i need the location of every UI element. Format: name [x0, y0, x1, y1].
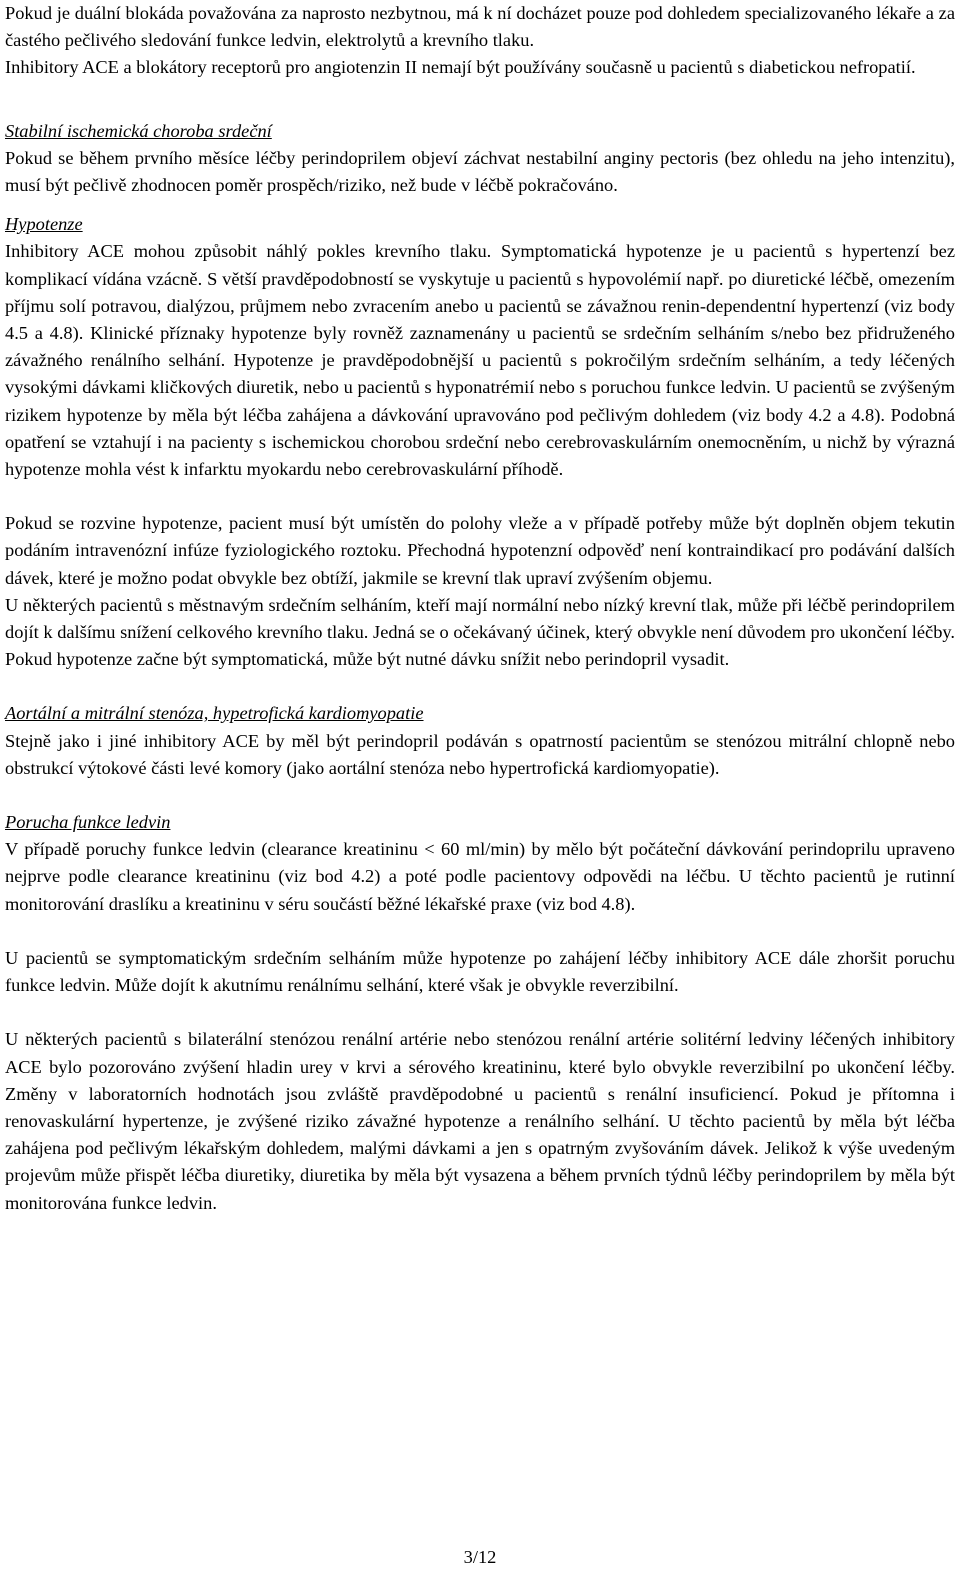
- paragraph-stable-ischemic: Pokud se během prvního měsíce léčby perindoprilem objeví záchvat nestabilní anginy pectoris (bez ohledu na jeho intenzitu), musí být pečlivě zhodnocen poměr prospěch/riziko, než bude v léčbě pokračováno.: [5, 147, 955, 196]
- heading-renal-impairment: Porucha funkce ledvin: [5, 812, 171, 833]
- paragraph-renal-1: V případě poruchy funkce ledvin (clearance kreatininu < 60 ml/min) by mělo být počáteční dávkování perindoprilu upraveno nejprve podle clearance kreatininu (viz bod 4.2) a poté podle pacientovy odpovědi na léčbu. U těchto pacientů je rutinní monitorování draslíku a kreatininu v séru součástí běžné lékařské praxe (viz bod 4.8).: [5, 839, 955, 914]
- paragraph-hypotension-1: Inhibitory ACE mohou způsobit náhlý pokles krevního tlaku. Symptomatická hypotenze je u pacientů s hypertenzí bez komplikací vídána vzácně. S větší pravděpodobností se vyskytuje u pacientů s hypovolémií např. po diuretické léčbě, omezením příjmu solí potravou, dialýzou, průjmem nebo zvracením anebo u pacientů se závažnou renin-dependentní hypertenzí (viz body 4.5 a 4.8). Klinické příznaky hypotenze byly rovněž zaznamenány u pacientů se srdečním selháním s/nebo bez přidruženého závažného renálního selhání. Hypotenze je pravděpodobnější u pacientů s pokročilým srdečním selháním, a tedy léčených vysokými dávkami kličkových diuretik, nebo u pacientů s hyponatrémií nebo s poruchou funkce ledvin. U pacientů se zvýšeným rizikem hypotenze by měla být léčba zahájena a dávkování upravováno pod pečlivým dohledem (viz body 4.2 a 4.8). Podobná opatření se vztahují i na pacienty s ischemickou chorobou srdeční nebo cerebrovaskulárním onemocněním, u nichž by výrazná hypotenze mohla vést k infarktu myokardu nebo cerebrovaskulární příhodě.: [5, 241, 955, 480]
- page-number: 3/12: [463, 1547, 497, 1567]
- heading-aortic-stenosis: Aortální a mitrální stenóza, hypetrofická kardiomyopatie: [5, 703, 424, 724]
- document-page: [5, 0, 955, 1217]
- paragraph-hypotension-3: U některých pacientů s městnavým srdečním selháním, kteří mají normální nebo nízký krevní tlak, může při léčbě perindoprilem dojít k dalšímu snížení celkového krevního tlaku. Jedná se o očekávaný účinek, který obvykle není důvodem pro ukončení léčby. Pokud hypotenze začne být symptomatická, může být nutné dávku snížit nebo perindopril vysadit.: [5, 594, 955, 670]
- paragraph-aortic-stenosis: Stejně jako i jiné inhibitory ACE by měl být perindopril podáván s opatrností pacientům se stenózou mitrální chlopně nebo obstrukcí výtokové části levé komory (jako aortální stenóza nebo hypertrofická kardiomyopatie).: [5, 730, 955, 778]
- paragraph-hypotension-2: Pokud se rozvine hypotenze, pacient musí být umístěn do polohy vleže a v případě potřeby může být doplněn objem tekutin podáním intravenózní infúze fyziologického roztoku. Přechodná hypotenzní odpověď není kontraindikací pro podávání dalších dávek, které je možno podat obvykle bez obtíží, jakmile se krevní tlak upraví zvýšením objemu.: [5, 513, 955, 588]
- paragraph-ace-diabetic: Inhibitory ACE a blokátory receptorů pro angiotenzin II nemají být používány současně u pacientů s diabetickou nefropatií.: [5, 57, 916, 78]
- heading-hypotension: Hypotenze: [5, 214, 83, 235]
- paragraph-renal-3: U některých pacientů s bilaterální stenózou renální artérie nebo stenózou renální artérie solitérní ledviny léčených inhibitory ACE bylo pozorováno zvýšení hladin urey v krvi a sérového kreatininu, které bylo obvykle reverzibilní po ukončení léčby. Změny v laboratorních hodnotách jsou zvláště pravděpodobné u pacientů s renální insuficiencí. Pokud je přítomna i renovaskulární hypertenze, je zvýšené riziko závažné hypotenze a renálního selhání. U těchto pacientů by měla být léčba zahájena pod pečlivým lékařským dohledem, malými dávkami a jen s opatrným zvyšováním dávek. Jelikož k výše uvedeným projevům může přispět léčba diuretiky, diuretika by měla být vysazena a během prvních týdnů léčby perindoprilem by měla být monitorována funkce ledvin.: [5, 1029, 955, 1213]
- paragraph-renal-2: U pacientů se symptomatickým srdečním selháním může hypotenze po zahájení léčby inhibitory ACE dále zhoršit poruchu funkce ledvin. Může dojít k akutnímu renálnímu selhání, které však je obvykle reverzibilní.: [5, 947, 955, 996]
- heading-stable-ischemic: Stabilní ischemická choroba srdeční: [5, 120, 272, 141]
- paragraph-dual-blockade: Pokud je duální blokáda považována za naprosto nezbytnou, má k ní docházet pouze pod dohledem specializovaného lékaře a za častého pečlivého sledování funkce ledvin, elektrolytů a krevního tlaku.: [5, 3, 955, 51]
